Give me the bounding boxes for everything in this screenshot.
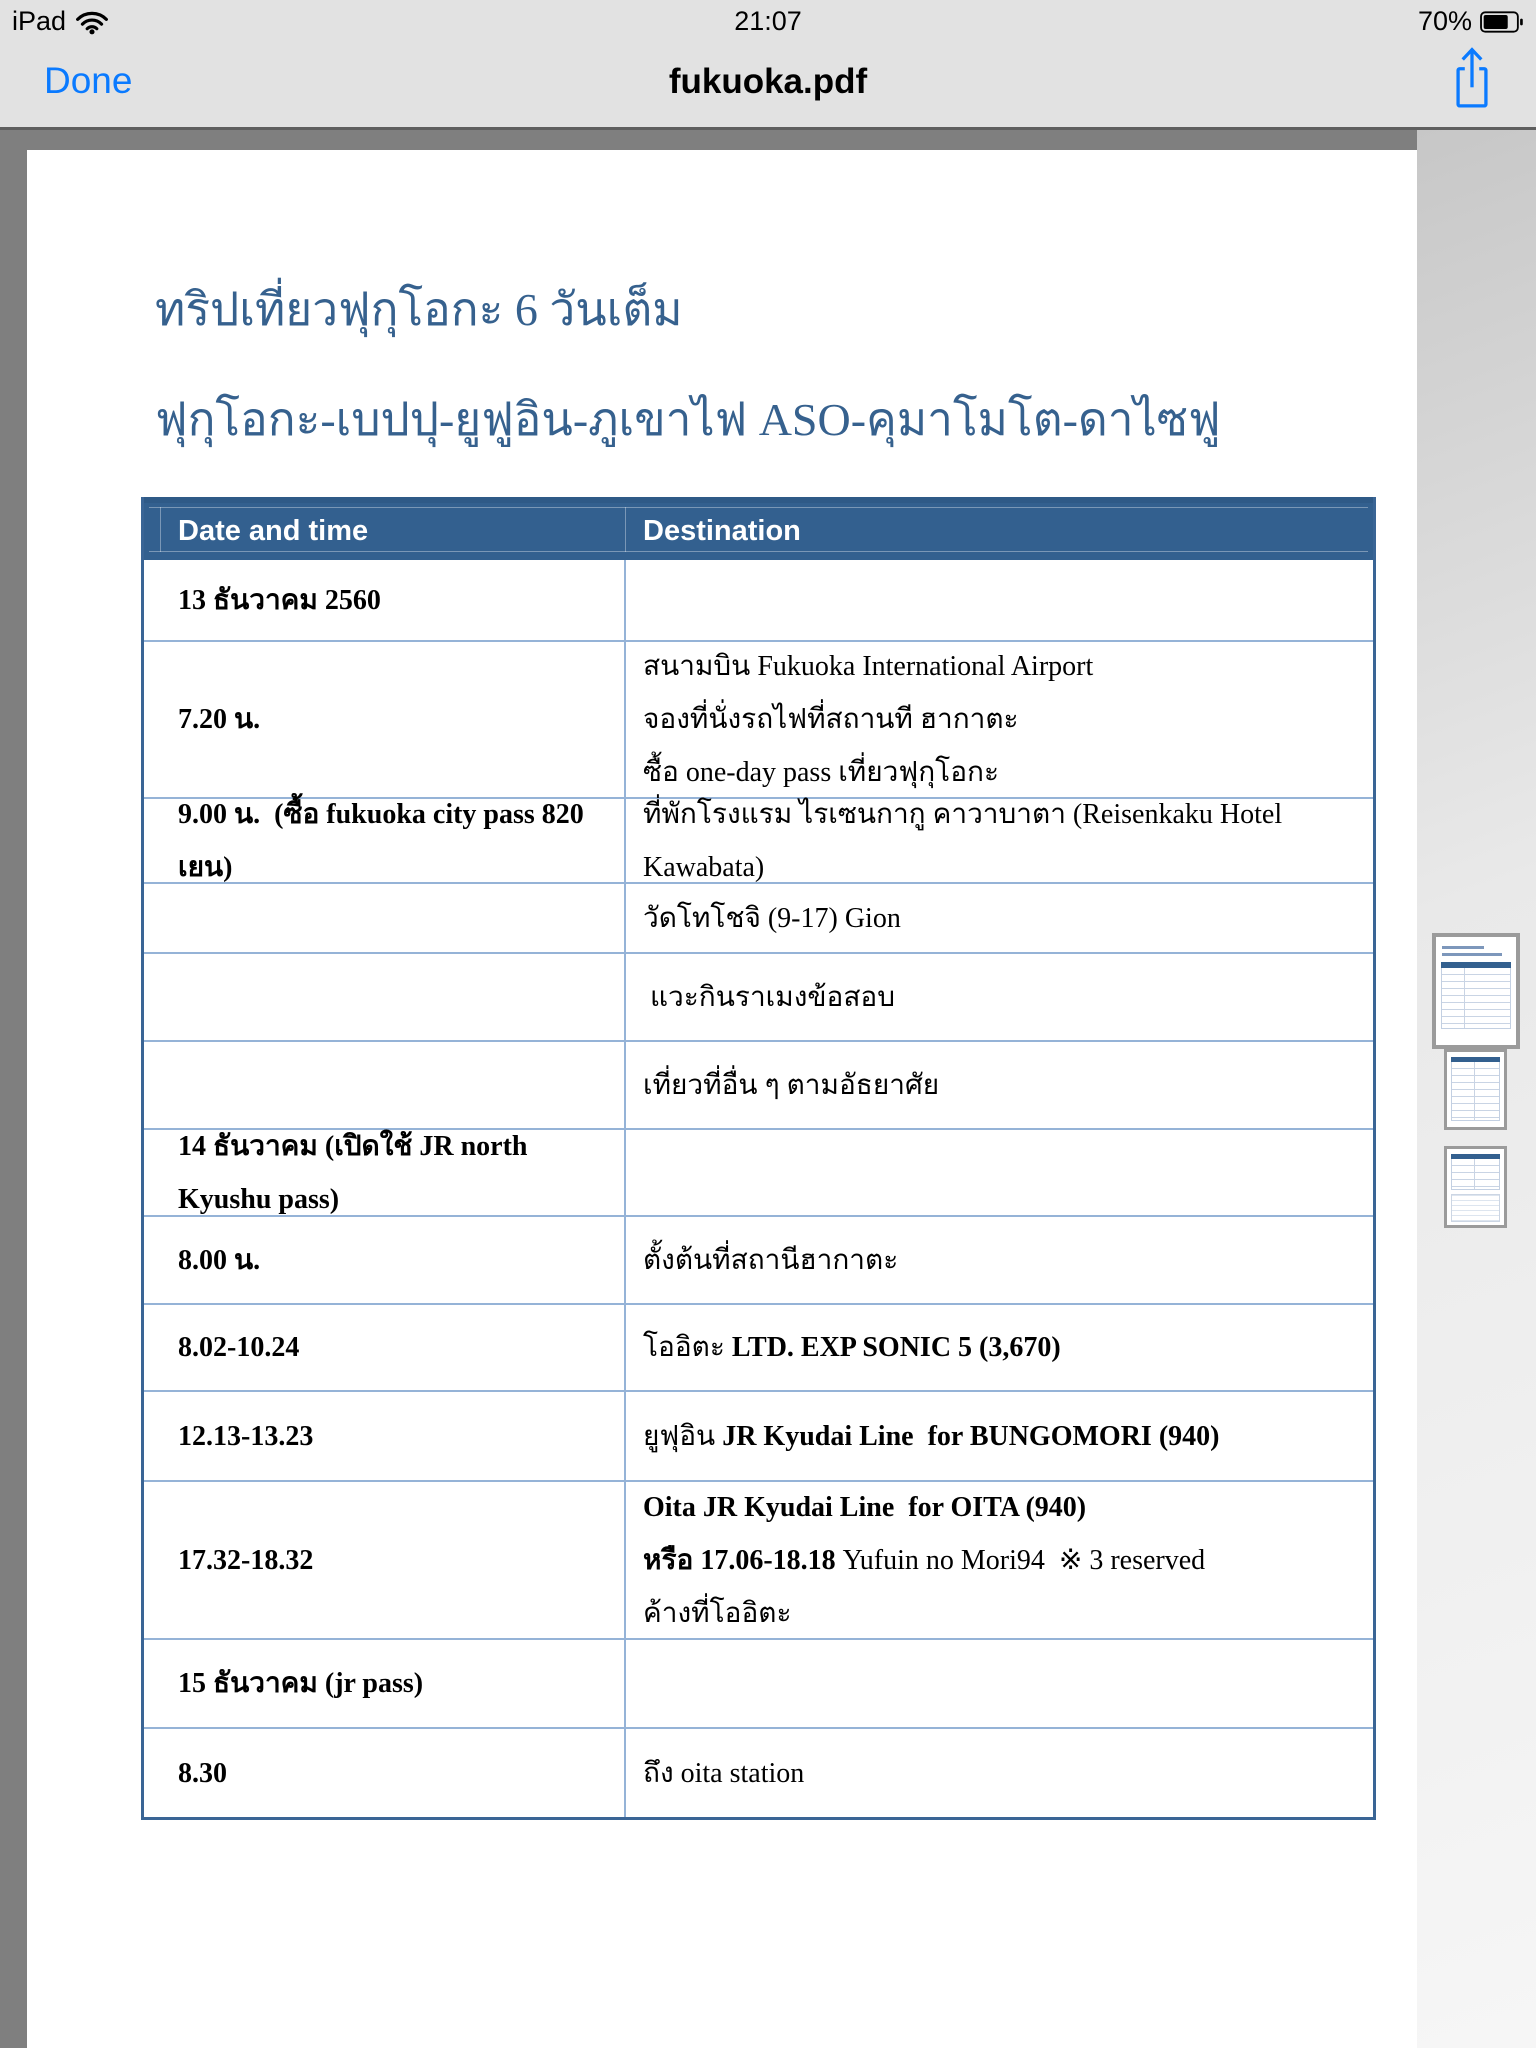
thumbnail-table-rows <box>1451 1159 1500 1190</box>
table-row <box>144 1040 1373 1128</box>
status-right <box>1418 6 1524 37</box>
cell-line: 12.13-13.23 <box>178 1420 314 1452</box>
table-cell-destination <box>626 1640 1373 1727</box>
content-area <box>0 130 1536 2048</box>
table-row <box>144 1638 1373 1727</box>
table-row <box>144 1727 1373 1817</box>
cell-line: ที่พักโรงแรม ไรเซนกากู คาวาบาตา (Reisenkaku Hotel Kawabata) <box>643 798 1290 883</box>
cell-line: ถึง oita station <box>643 1757 805 1789</box>
cell-line: 8.00 น. <box>178 1244 261 1276</box>
cell-line: ยูฟุอิน JR Kyudai Line for BUNGOMORI (940) <box>643 1420 1220 1452</box>
doc-title-line-2: ฟุกุโอกะ-เบปปุ-ยูฟูอิน-ภูเขาไฟ ASO-คุมาโมโต-ดาไซฟู <box>155 394 1221 445</box>
table-cell-date <box>144 954 626 1040</box>
table-row <box>144 1303 1373 1390</box>
doc-title-line-1: ทริปเที่ยวฟุกุโอกะ 6 วันเต็ม <box>155 284 683 335</box>
page-thumbnail-3[interactable] <box>1444 1146 1507 1228</box>
table-cell-date <box>144 1640 626 1727</box>
table-row <box>144 1390 1373 1480</box>
cell-line: จองที่นั่งรถไฟที่สถานที ฮากาตะ <box>643 704 1019 735</box>
table-cell-destination <box>626 1482 1373 1638</box>
device-label: iPad <box>12 6 67 36</box>
cell-line: สนามบิน Fukuoka International Airport <box>643 651 1094 682</box>
done-button[interactable]: Done <box>44 60 133 101</box>
header-cell-date-and-time: Date and time <box>178 515 369 547</box>
document-title: fukuoka.pdf <box>668 62 868 101</box>
table-row <box>144 1480 1373 1638</box>
battery-icon <box>1480 11 1524 33</box>
table-cell-date <box>144 1305 626 1390</box>
cell-line: เที่ยวที่อื่น ๆ ตามอัธยาศัย <box>643 1069 940 1101</box>
thumbnail-table-rows <box>1451 1062 1500 1121</box>
table-row <box>144 952 1373 1040</box>
table-cell-destination <box>626 642 1373 797</box>
cell-line: ตั้งต้นที่สถานีฮากาตะ <box>643 1244 899 1276</box>
cell-line: 8.02-10.24 <box>178 1332 300 1363</box>
table-cell-destination <box>626 560 1373 640</box>
top-chrome <box>0 0 1536 130</box>
cell-line: 15 ธันวาคม (jr pass) <box>178 1668 424 1699</box>
table-cell-destination <box>626 1217 1373 1303</box>
cell-line: 17.32-18.32 <box>178 1544 314 1576</box>
table-body <box>144 560 1373 1817</box>
page-thumbnail-2[interactable] <box>1444 1049 1507 1130</box>
table-cell-date <box>144 1729 626 1817</box>
header-inner-line <box>625 507 626 552</box>
table-row <box>144 1128 1373 1215</box>
header-inner-line <box>160 507 161 552</box>
table-cell-date <box>144 1130 626 1215</box>
table-row <box>144 797 1373 882</box>
thumbnail-table-rows <box>1441 968 1511 1029</box>
table-cell-date <box>144 799 626 882</box>
share-button[interactable] <box>1448 44 1496 113</box>
battery-percent: 70% <box>1417 6 1472 36</box>
cell-line: 14 ธันวาคม (เปิดใช้ JR north Kyushu pass) <box>178 1130 535 1215</box>
cell-line: โออิตะ LTD. EXP SONIC 5 (3,670) <box>643 1332 1061 1363</box>
cell-line: Oita JR Kyudai Line for OITA (940) <box>643 1491 1087 1523</box>
itinerary-table <box>141 497 1376 1820</box>
status-bar <box>0 0 1536 42</box>
table-cell-date <box>144 884 626 952</box>
header-inner-line <box>149 507 1368 508</box>
toolbar <box>0 42 1536 127</box>
cell-line: 7.20 น. <box>178 704 261 735</box>
table-cell-date <box>144 1482 626 1638</box>
table-row <box>144 1215 1373 1303</box>
table-cell-destination <box>626 1729 1373 1817</box>
cell-line: 8.30 <box>178 1757 227 1789</box>
table-cell-date <box>144 1392 626 1480</box>
cell-line: ซื้อ one-day pass เที่ยวฟุกุโอกะ <box>643 757 1000 788</box>
header-inner-line <box>149 551 1368 552</box>
table-cell-destination <box>626 954 1373 1040</box>
table-cell-destination <box>626 1392 1373 1480</box>
table-cell-destination <box>626 799 1373 882</box>
table-row <box>144 560 1373 640</box>
table-cell-date <box>144 560 626 640</box>
table-cell-destination <box>626 884 1373 952</box>
clock: 21:07 <box>734 6 802 36</box>
table-cell-date <box>144 1042 626 1128</box>
thumbnail-title-line <box>1442 946 1484 949</box>
table-cell-destination <box>626 1130 1373 1215</box>
thumbnail-sidebar <box>1417 130 1536 2048</box>
table-header-row <box>144 497 1373 560</box>
cell-line: หรือ 17.06-18.18 Yufuin no Mori94 ※ 3 reserved <box>643 1544 1206 1576</box>
table-cell-destination <box>626 1305 1373 1390</box>
page-thumbnail-1[interactable] <box>1432 933 1520 1049</box>
table-cell-destination <box>626 1042 1373 1128</box>
cell-line: ค้างที่โออิตะ <box>643 1597 792 1629</box>
pdf-page[interactable] <box>27 150 1417 2048</box>
table-cell-date <box>144 1217 626 1303</box>
table-row <box>144 882 1373 952</box>
cell-line: 9.00 น. (ซื้อ fukuoka city pass 820 เยน) <box>178 798 591 883</box>
share-icon <box>1448 44 1496 110</box>
header-cell-destination: Destination <box>643 515 801 547</box>
cell-line: 13 ธันวาคม 2560 <box>178 584 381 616</box>
table-row <box>144 640 1373 797</box>
table-cell-date <box>144 642 626 797</box>
cell-line: วัดโทโชจิ (9-17) Gion <box>643 902 901 934</box>
thumbnail-title-line <box>1442 953 1502 956</box>
thumbnail-paragraph <box>1451 1194 1500 1222</box>
cell-line: แวะกินราเมงข้อสอบ <box>643 981 895 1013</box>
